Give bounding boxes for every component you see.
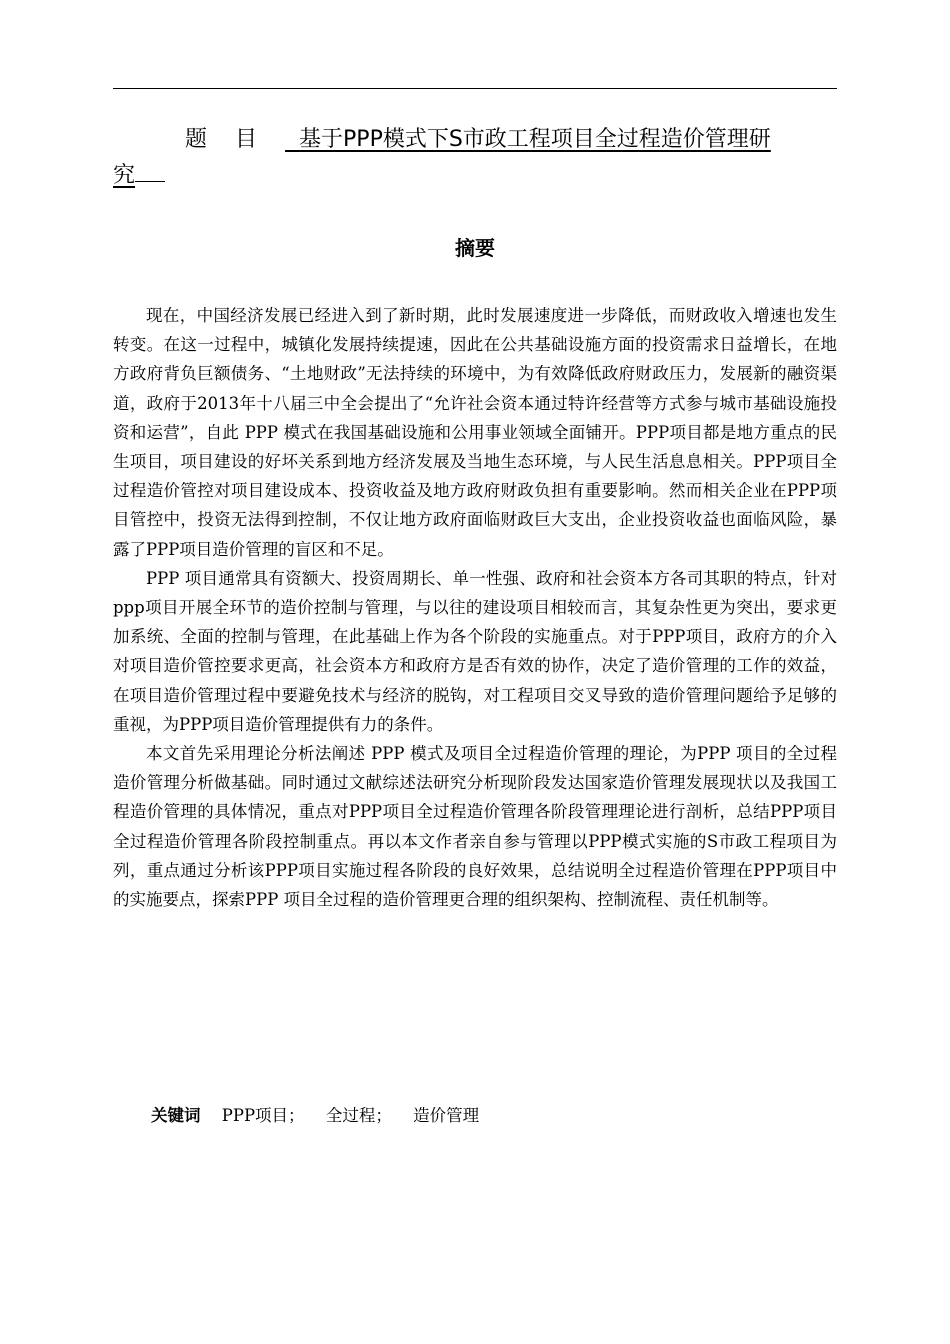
abstract-body [113,301,837,914]
thesis-title-line2: 究 [113,163,136,188]
title-label [113,122,285,158]
abstract-heading: 摘要 [455,236,495,260]
abstract-paragraph-2: PPP 项目通常具有资额大、投资周期长、单一性强、政府和社会资本方各司其职的特点，针对ppp项目开展全环节的造价控制与管理，与以往的建设项目相较而言，其复杂性更为突出，要求更加系统、全面的控制与管理，在此基础上作为各个阶段的实施重点。对于PPP项目，政府方的介入对项目造价管控要求更高，社会资本方和政府方是否有效的协作，决定了造价管理的工作的效益，在项目造价管理过程中要避免技术与经济的脱钩，对工程项目交叉导致的造价管理问题给予足够的重视，为PPP项目造价管理提供有力的条件。 [113,568,837,734]
keywords-label: 关键词 [151,1106,201,1125]
header-rule [113,88,837,89]
thesis-title-line2-wrap [113,158,837,194]
thesis-title-line1: 基于PPP模式下S市政工程项目全过程造价管理研 [299,127,771,152]
title-underline-pad [135,163,165,182]
title-label-char-1: 题 [185,127,208,152]
keyword-item: 造价管理 [413,1106,480,1125]
keyword-item: PPP项目； [221,1106,305,1125]
title-label-char-2: 目 [235,127,258,152]
thesis-title-block [113,122,837,194]
abstract-paragraph-3: 本文首先采用理论分析法阐述 PPP 模式及项目全过程造价管理的理论，为PPP 项目的全过程造价管理分析做基础。同时通过文献综述法研究分析现阶段发达国家造价管理发展现状以及我国工程造价管理的具体情况，重点对PPP项目全过程造价管理各阶段管理理论进行剖析，总结PPP项目全过程造价管理各阶段控制重点。再以本文作者亲自参与管理以PPP模式实施的S市政工程项目为列，重点通过分析该PPP项目实施过程各阶段的良好效果，总结说明全过程造价管理在PPP项目中的实施要点，探索PPP 项目全过程的造价管理更合理的组织架构、控制流程、责任机制等。 [113,744,837,910]
abstract-paragraph-1: 现在，中国经济发展已经进入到了新时期，此时发展速度进一步降低，而财政收入增速也发生转变。在这一过程中，城镇化发展持续提速，因此在公共基础设施方面的投资需求日益增长，在地方政府背负巨额债务、“土地财政”无法持续的环境中，为有效降低政府财政压力，发展新的融资渠道，政府于2013年十八届三中全会提出了“允许社会资本通过特许经营等方式参与城市基础设施投资和运营”，自此 PPP 模式在我国基础设施和公用事业领域全面铺开。PPP项目都是地方重点的民生项目，项目建设的好坏关系到地方经济发展及当地生态环境，与人民生活息息相关。PPP项目全过程造价管控对项目建设成本、投资收益及地方政府财政负担有重要影响。然而相关企业在PPP项目管控中，投资无法得到控制，不仅让地方政府面临财政巨大支出，企业投资收益也面临风险，暴露了PPP项目造价管理的盲区和不足。 [113,306,837,559]
keyword-item: 全过程； [325,1106,392,1125]
keywords-line [151,1101,837,1130]
